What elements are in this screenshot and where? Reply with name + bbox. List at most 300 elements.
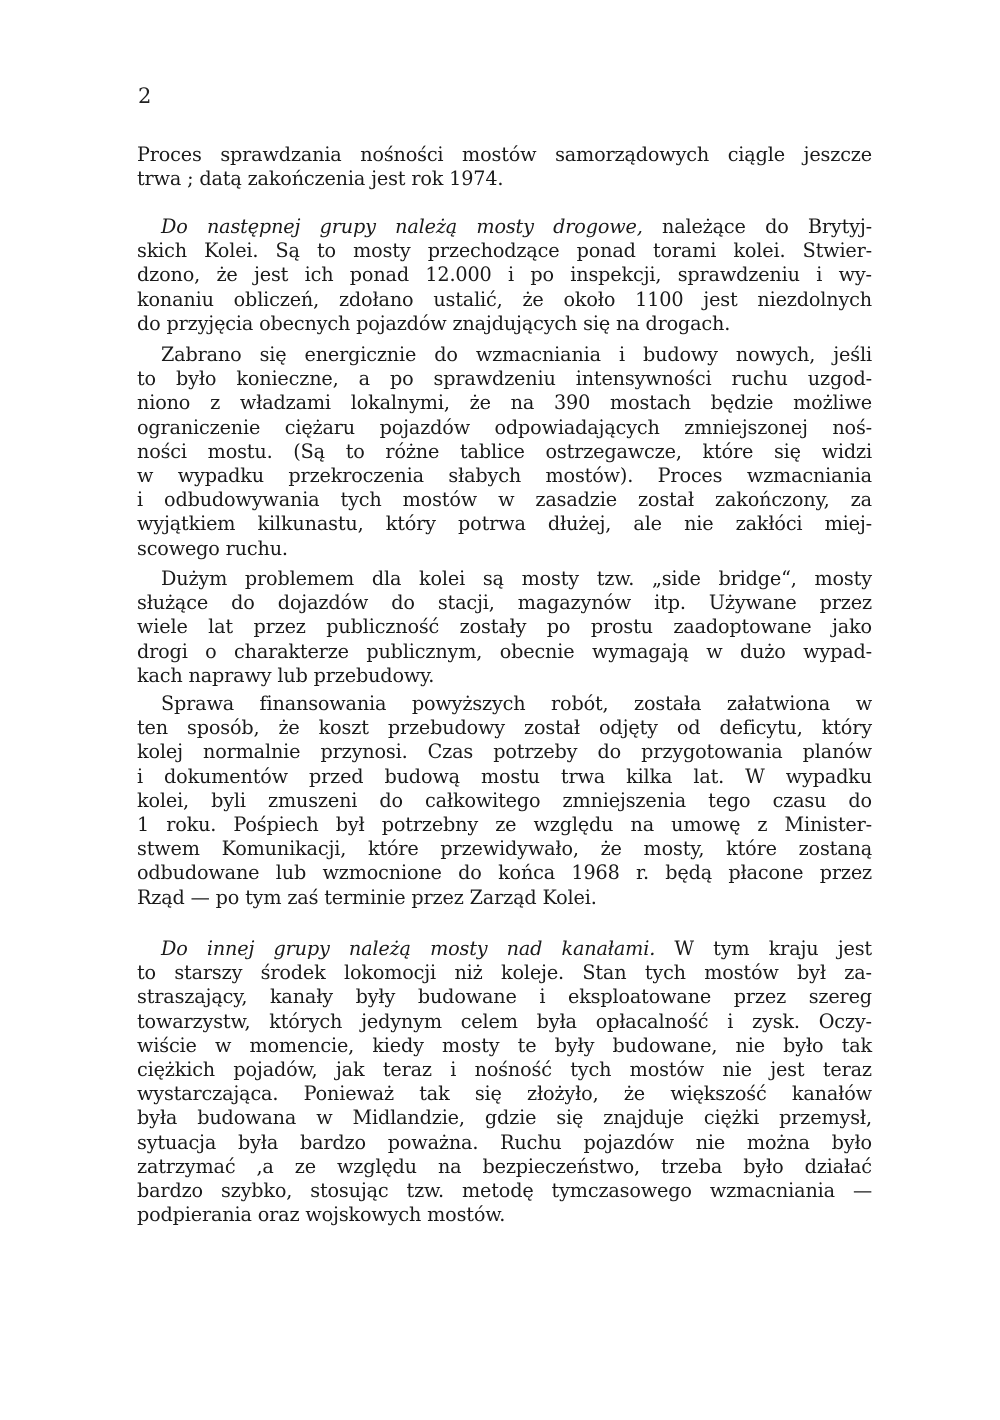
text-line xyxy=(137,1034,872,1058)
text-line xyxy=(137,740,872,764)
word: obecnie xyxy=(499,639,575,663)
word: dłużej, xyxy=(547,512,612,536)
word: znajduje xyxy=(603,1106,684,1130)
word: mosty xyxy=(521,567,579,590)
word: Zabrano xyxy=(161,343,242,366)
text-line xyxy=(137,789,872,813)
word: zmuszeni xyxy=(268,788,358,812)
text-line xyxy=(137,143,872,167)
word: budowy xyxy=(643,343,718,366)
word: ponad xyxy=(349,263,409,287)
word: drogi xyxy=(137,639,188,663)
text-line xyxy=(137,488,872,512)
word: sprawdzeniu xyxy=(677,263,800,287)
word: o xyxy=(205,639,217,663)
word: charakterze xyxy=(234,639,349,663)
word: bridge“, xyxy=(718,567,797,590)
word: był xyxy=(335,812,365,836)
word: zmniejszonej xyxy=(684,415,808,439)
word: normalnie xyxy=(203,740,301,764)
word: pojazdów xyxy=(583,1130,674,1154)
word: finansowania xyxy=(259,692,387,715)
text-line xyxy=(137,1010,872,1034)
word: eksploatowane xyxy=(567,985,712,1009)
word: to xyxy=(137,367,156,391)
word: są xyxy=(482,567,504,590)
word: dokumentów xyxy=(164,764,288,788)
text-line xyxy=(137,765,872,789)
word: mosty xyxy=(442,1033,500,1057)
word: itp. xyxy=(654,591,686,615)
word: Oczy- xyxy=(818,1009,872,1033)
word: ruchu xyxy=(731,367,788,391)
paragraph-side-bridge xyxy=(137,567,872,688)
word: że xyxy=(600,837,622,861)
word: do xyxy=(231,591,255,615)
word: r. xyxy=(636,861,649,885)
word: po xyxy=(546,615,571,639)
word: lokalnymi, xyxy=(350,391,450,415)
word: mostów). xyxy=(545,463,634,487)
word: ności xyxy=(137,439,187,463)
word: była xyxy=(536,1009,577,1033)
word: złożyło, xyxy=(527,1082,599,1106)
word: było xyxy=(743,1154,784,1178)
word: jako xyxy=(831,615,872,639)
word: zaadoptowane xyxy=(673,615,812,639)
word: Stwier- xyxy=(802,239,872,263)
word: to xyxy=(137,961,156,985)
word: do xyxy=(434,343,458,366)
word: 12.000 xyxy=(425,263,492,287)
word: Używane xyxy=(708,591,797,615)
word: Ponieważ xyxy=(303,1082,394,1106)
text-line-rest: W tym kraju jest xyxy=(655,937,872,960)
word: tablice xyxy=(459,439,525,463)
word: momencie, xyxy=(249,1033,355,1057)
word: towarzystw, xyxy=(137,1009,251,1033)
word: do xyxy=(391,591,415,615)
word: mostu xyxy=(480,764,540,788)
text-line xyxy=(137,837,872,861)
paragraph-canal-bridges xyxy=(137,937,872,1227)
word: że xyxy=(278,716,300,740)
word: końca xyxy=(498,861,556,885)
word: wypadku xyxy=(785,764,872,788)
text-line: trwa ; datą zakończenia jest rok 1974. xyxy=(137,167,504,191)
word: że xyxy=(216,263,238,287)
word: trwa xyxy=(560,764,606,788)
word: ,a xyxy=(256,1154,274,1178)
word: do xyxy=(379,788,403,812)
word: szybko, xyxy=(220,1178,293,1202)
word: zysk. xyxy=(752,1009,800,1033)
paragraph-financing xyxy=(137,692,872,910)
word: opłacalność xyxy=(595,1009,709,1033)
word: uzgod- xyxy=(807,367,872,391)
word: 1968 xyxy=(571,861,620,885)
word: tymczasowego xyxy=(551,1178,692,1202)
word: w xyxy=(706,639,723,663)
word: lat. xyxy=(693,764,725,788)
word: ciężkich xyxy=(137,1057,216,1081)
word: działać xyxy=(804,1154,872,1178)
word: przewidywało, xyxy=(440,837,579,861)
word: zdołano xyxy=(338,287,414,311)
word: za xyxy=(850,488,872,512)
word: władzami xyxy=(239,391,331,415)
word: W xyxy=(745,764,765,788)
word: to xyxy=(345,439,365,463)
word: nośność xyxy=(474,1057,552,1081)
word: się xyxy=(773,439,801,463)
text-line xyxy=(137,985,872,1009)
word: stwem xyxy=(137,837,200,861)
word: środek xyxy=(260,961,326,985)
word: ten xyxy=(137,716,168,740)
word: roku. xyxy=(166,812,217,836)
word: stosując xyxy=(310,1178,389,1202)
word: umowę xyxy=(671,812,741,836)
text-line xyxy=(137,716,872,740)
word: bezpieczeństwo, xyxy=(482,1154,640,1178)
word: samorządowych xyxy=(555,143,710,166)
word: zmniejszenia xyxy=(562,788,687,812)
italic-lead: Do innej grupy należą mosty nad kanałami. xyxy=(161,937,656,960)
word: jedynym xyxy=(361,1009,442,1033)
text-line xyxy=(137,1155,872,1179)
word: przemysł, xyxy=(779,1106,872,1130)
word: miej- xyxy=(824,512,872,536)
word: Midlandzie, xyxy=(352,1106,465,1130)
word: odbudowywania xyxy=(164,488,320,512)
word: został xyxy=(524,716,580,740)
word: wzmacniania xyxy=(475,343,601,366)
word: różne xyxy=(385,439,440,463)
word: widzi xyxy=(821,439,872,463)
word: ponad xyxy=(576,239,636,263)
word: kolei xyxy=(419,567,466,590)
word: dla xyxy=(371,567,402,590)
word: w xyxy=(498,488,515,512)
word: wypadku xyxy=(177,463,264,487)
word: wystarczająca. xyxy=(137,1082,279,1106)
word: — xyxy=(852,1178,872,1202)
word: odbudowane xyxy=(137,861,260,885)
word: robót, xyxy=(551,692,609,715)
word: nie xyxy=(695,1130,726,1154)
word: jest xyxy=(703,287,738,311)
word: słabych xyxy=(448,463,522,487)
word: wyjątkiem xyxy=(137,512,236,536)
word: kiedy xyxy=(372,1033,424,1057)
word: Stan xyxy=(582,961,627,985)
word: wymagają xyxy=(591,639,689,663)
word: przechodzące xyxy=(427,239,560,263)
word: było xyxy=(831,1130,872,1154)
word: prostu xyxy=(590,615,653,639)
word: metodę xyxy=(461,1178,534,1202)
word: których xyxy=(269,1009,343,1033)
word: nie xyxy=(735,1033,765,1057)
word: będą xyxy=(665,861,713,885)
word: była xyxy=(237,1130,279,1154)
word: dużo xyxy=(739,639,786,663)
text-line xyxy=(137,640,872,664)
word: sprawdzeniu xyxy=(433,367,556,391)
text-line xyxy=(137,1106,872,1130)
word: z xyxy=(210,391,221,415)
word: jeśli xyxy=(833,343,872,366)
word: będzie xyxy=(710,391,774,415)
word: kolei. xyxy=(733,239,786,263)
word: ustalić, xyxy=(433,287,503,311)
word: ciężaru xyxy=(284,415,356,439)
word: na xyxy=(437,1154,462,1178)
word: Minister- xyxy=(784,812,872,836)
word: byli xyxy=(211,788,246,812)
text-line xyxy=(137,464,872,488)
word: niono xyxy=(137,391,191,415)
word: możliwe xyxy=(793,391,872,415)
word: tak xyxy=(841,1033,872,1057)
word: magazynów xyxy=(517,591,632,615)
word: przygotowania xyxy=(641,740,783,764)
word: wiele xyxy=(137,615,188,639)
word: deficytu, xyxy=(719,716,803,740)
word: pojazdów xyxy=(379,415,470,439)
word: tak xyxy=(419,1082,450,1106)
italic-lead: Do następnej grupy należą mosty drogowe, xyxy=(161,215,643,238)
word: konieczne, xyxy=(236,367,339,391)
word: sytuacja xyxy=(137,1130,217,1154)
word: zatrzymać xyxy=(137,1154,236,1178)
text-line xyxy=(137,813,872,837)
text-line xyxy=(137,391,872,415)
word: dzono, xyxy=(137,263,201,287)
word: powyższych xyxy=(411,692,526,715)
word: i xyxy=(539,985,546,1009)
word: większość xyxy=(670,1082,767,1106)
word: ostrzegawcze, xyxy=(545,439,682,463)
word: Proces xyxy=(657,463,723,487)
word: teraz xyxy=(822,1057,872,1081)
word: budową xyxy=(384,764,460,788)
word: bardzo xyxy=(137,1178,203,1202)
word: gdzie xyxy=(484,1106,537,1130)
word: potrzebny xyxy=(381,812,479,836)
word: tych xyxy=(570,1057,612,1081)
word: energicznie xyxy=(304,343,417,366)
word: zakończony, xyxy=(715,488,830,512)
word: mostów xyxy=(402,488,478,512)
word: Komunikacji, xyxy=(221,837,347,861)
word: Dużym xyxy=(161,567,228,590)
word: które xyxy=(726,837,777,861)
word: mostu. xyxy=(207,439,273,463)
word: ze xyxy=(495,812,517,836)
word: Sprawa xyxy=(161,692,235,715)
text-line xyxy=(137,367,872,391)
word: i xyxy=(507,263,514,287)
word: (Są xyxy=(293,439,325,463)
word: Kolei. xyxy=(204,239,259,263)
word: w xyxy=(214,1033,232,1057)
word: niż xyxy=(454,961,483,985)
word: stacji, xyxy=(437,591,495,615)
word: płacone xyxy=(728,861,804,885)
word: ograniczenie xyxy=(137,415,261,439)
word: jest xyxy=(770,1057,805,1081)
word: było xyxy=(176,367,217,391)
word: że xyxy=(469,391,491,415)
word: lub xyxy=(275,861,307,885)
word: do xyxy=(458,861,482,885)
word: ciężki xyxy=(703,1106,760,1130)
word: i xyxy=(450,1057,457,1081)
word: w xyxy=(137,463,154,487)
word: lokomocji xyxy=(343,961,437,985)
paragraph-strengthening xyxy=(137,343,872,561)
word: wy- xyxy=(838,263,872,287)
word: całkowitego xyxy=(425,788,541,812)
word: na xyxy=(630,812,655,836)
word: 1 xyxy=(137,812,150,836)
word: były xyxy=(554,1033,595,1057)
word: z xyxy=(757,812,768,836)
word: na xyxy=(510,391,535,415)
word: które xyxy=(367,837,419,861)
word: Są xyxy=(275,239,300,263)
word: i xyxy=(816,263,823,287)
word: starszy xyxy=(174,961,243,985)
word: przez xyxy=(819,861,872,885)
text-line xyxy=(137,263,872,287)
word: pojadów, xyxy=(233,1057,318,1081)
word: i xyxy=(727,1009,734,1033)
word: mostów xyxy=(704,961,779,985)
word: można xyxy=(746,1130,810,1154)
word: szereg xyxy=(808,985,872,1009)
word: zasadzie xyxy=(535,488,617,512)
word: od xyxy=(676,716,701,740)
word: około xyxy=(563,287,616,311)
word: mosty xyxy=(814,567,872,590)
text-line xyxy=(137,937,872,961)
word: do xyxy=(597,740,622,764)
word: kilkunastu, xyxy=(257,512,364,536)
word: kilka xyxy=(626,764,673,788)
word: wzmocnione xyxy=(322,861,442,885)
word: przez xyxy=(253,615,306,639)
word: nie xyxy=(722,1057,752,1081)
word: lat xyxy=(208,615,233,639)
word: i xyxy=(618,343,625,366)
word: które xyxy=(702,439,754,463)
word: a xyxy=(358,367,370,391)
word: Proces xyxy=(137,143,202,166)
word: który xyxy=(385,512,436,536)
word: po xyxy=(530,263,554,287)
text-line xyxy=(137,512,872,536)
word: budowane xyxy=(417,985,517,1009)
text-line: Rząd — po tym zaś terminie przez Zarząd Kolei. xyxy=(137,885,597,909)
text-line xyxy=(137,861,872,885)
word: intensywności xyxy=(575,367,712,391)
word: jak xyxy=(335,1057,365,1081)
text-line: podpierania oraz wojskowych mostów. xyxy=(137,1203,506,1227)
word: przez xyxy=(733,985,787,1009)
text-line xyxy=(137,288,872,312)
word: było xyxy=(783,1033,824,1057)
word: nowych, xyxy=(735,343,816,366)
word: budowana xyxy=(197,1106,297,1130)
word: przez xyxy=(819,591,872,615)
word: tzw. xyxy=(596,567,635,590)
word: te xyxy=(517,1033,537,1057)
word: mosty xyxy=(353,239,411,263)
text-line xyxy=(137,692,872,716)
word: że xyxy=(623,1082,646,1106)
word: bardzo xyxy=(299,1130,366,1154)
text-line xyxy=(137,416,872,440)
word: ich xyxy=(304,263,334,287)
word: była xyxy=(137,1106,178,1130)
word: były xyxy=(355,985,396,1009)
word: koszt xyxy=(318,716,369,740)
text-line: scowego ruchu. xyxy=(137,536,288,560)
text-line xyxy=(137,440,872,464)
word: wypad- xyxy=(803,639,872,663)
word: względu xyxy=(336,1154,417,1178)
word: się xyxy=(556,1106,584,1130)
word: i xyxy=(137,488,143,512)
word: czasu xyxy=(772,788,827,812)
word: przebudowy xyxy=(387,716,505,740)
word: teraz xyxy=(382,1057,432,1081)
word: mosty, xyxy=(643,837,705,861)
word: służące xyxy=(137,591,209,615)
word: niezdolnych xyxy=(757,287,872,311)
text-line xyxy=(137,239,872,263)
page-number: 2 xyxy=(138,84,152,108)
word: nośności xyxy=(360,143,444,166)
word: 390 xyxy=(554,391,591,415)
word: i xyxy=(137,764,143,788)
word: straszający, xyxy=(137,985,248,1009)
word: za- xyxy=(844,961,872,985)
word: koleje. xyxy=(500,961,564,985)
word: załatwiona xyxy=(726,692,831,715)
word: sprawdzania xyxy=(220,143,342,166)
word: 1100 xyxy=(635,287,684,311)
word: skich xyxy=(137,239,187,263)
word: kanałów xyxy=(791,1082,872,1106)
word: przekroczenia xyxy=(288,463,424,487)
word: celem xyxy=(460,1009,518,1033)
word: Pośpiech xyxy=(233,812,319,836)
word: trzeba xyxy=(661,1154,723,1178)
word: noś- xyxy=(832,415,872,439)
word: zostaną xyxy=(798,837,872,861)
word: obliczeń, xyxy=(233,287,320,311)
word: w xyxy=(855,692,872,715)
word: mostów xyxy=(629,1057,705,1081)
word: w xyxy=(316,1106,333,1130)
word: została xyxy=(634,692,702,715)
word: Czas xyxy=(427,740,474,764)
word: zakłóci xyxy=(735,512,803,536)
